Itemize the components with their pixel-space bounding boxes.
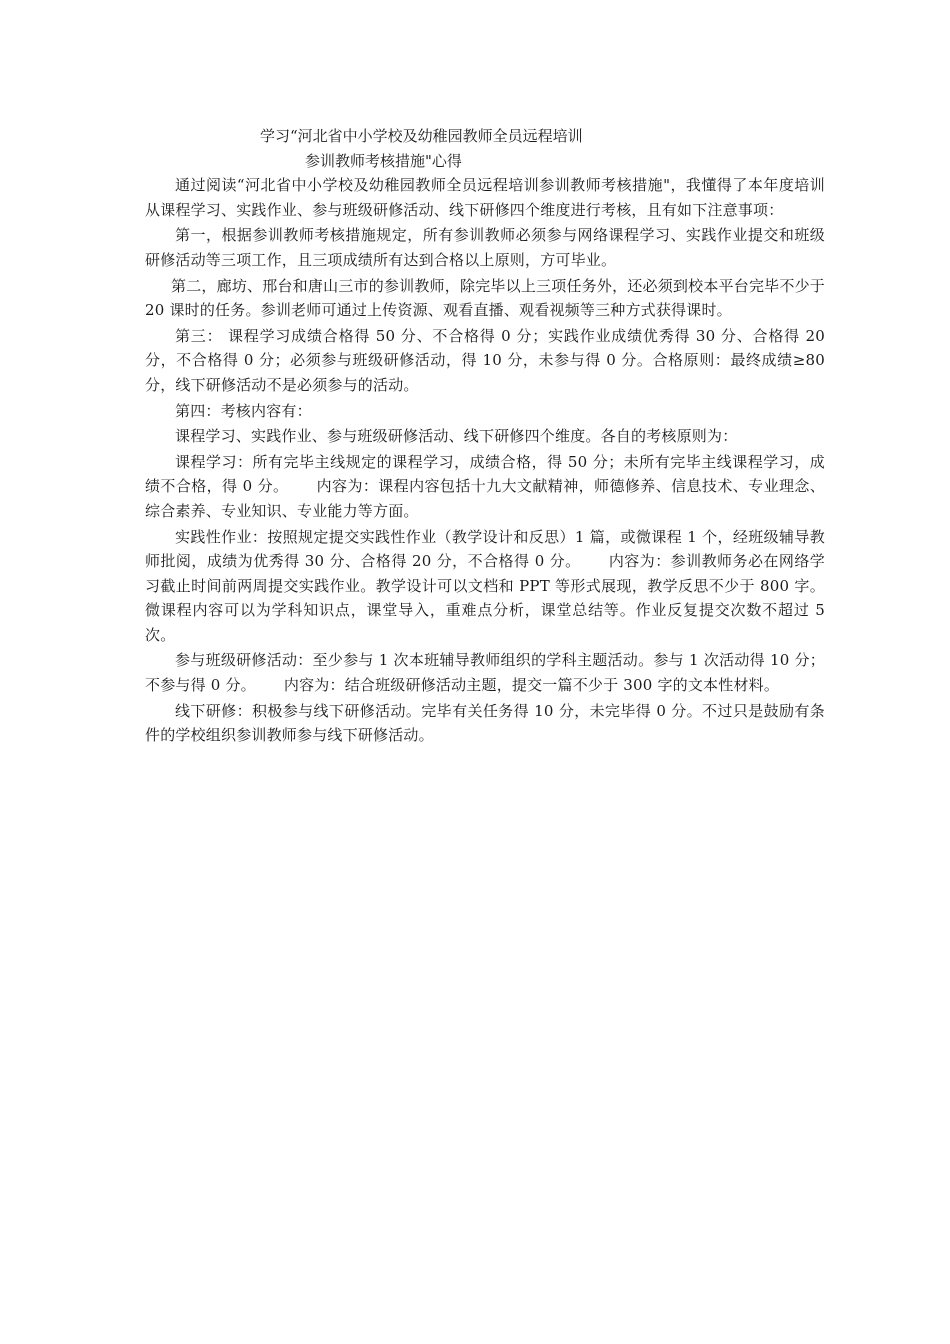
practice-content-text: 内容为：参训教师务必在网络学习截止时间前两周提交实践作业。教学设计可以文档和 PPT 等形式展现，教学反思不少于 800 字。微课程内容可以为学科知识点，课堂导入，重难点分析，课堂总结等。作业反复提交次数不超过 5 次。 — [145, 552, 825, 644]
paragraph-class — [145, 648, 825, 697]
paragraph-fourth: 第四：考核内容有： — [175, 401, 312, 420]
paragraph-second: 第二，廊坊、邢台和唐山三市的参训教师，除完毕以上三项任务外，还必须到校本平台完毕不少于 20 课时的任务。参训老师可通过上传资源、观看直播、观看视频等三种方式获得课时。 — [145, 276, 825, 320]
paragraph-course — [145, 450, 825, 524]
paragraph-practice — [145, 525, 825, 648]
paragraph-intro: 通过阅读“河北省中小学校及幼稚园教师全员远程培训参训教师考核措施"，我懂得了本年度培训从课程学习、实践作业、参与班级研修活动、线下研修四个维度进行考核，且有如下注意事项： — [145, 176, 825, 219]
document-title-line-2: 参训教师考核措施"心得 — [305, 151, 462, 170]
document-body — [145, 124, 825, 749]
course-content-text: 内容为：课程内容包括十九大文献精神，师德修养、信息技术、专业理念、综合素养、专业知识、专业能力等方面。 — [145, 477, 826, 520]
paragraph-offline: 线下研修：积极参与线下研修活动。完毕有关任务得 10 分，未完毕得 0 分。不过只是鼓励有条件的学校组织参训教师参与线下研修活动。 — [145, 701, 825, 745]
class-rule-text: 参与班级研修活动：至少参与 1 次本班辅导教师组织的学科主题活动。参与 1 次活动得 10 分；不参与得 0 分。 — [145, 651, 825, 695]
class-content-text: 内容为：结合班级研修活动主题，提交一篇不少于 300 字的文本性材料。 — [283, 676, 780, 695]
paragraph-third: 第三： 课程学习成绩合格得 50 分、不合格得 0 分；实践作业成绩优秀得 30 分、合格得 20 分，不合格得 0 分；必须参与班级研修活动，得 10 分，未参与得 0 分。合格原则：最终成绩≥80 分，线下研修活动不是必须参与的活动。 — [145, 326, 825, 394]
document-title-line-1: 学习“河北省中小学校及幼稚园教师全员远程培训 — [260, 127, 583, 145]
paragraph-first: 第一，根据参训教师考核措施规定，所有参训教师必须参与网络课程学习、实践作业提交和班级研修活动等三项工作，且三项成绩所有达到合格以上原则，方可毕业。 — [145, 226, 825, 269]
paragraph-dimensions: 课程学习、实践作业、参与班级研修活动、线下研修四个维度。各自的考核原则为： — [175, 427, 738, 446]
practice-rule-text: 实践性作业：按照规定提交实践性作业（教学设计和反思）1 篇，或微课程 1 个，经班级辅导教师批阅，成绩为优秀得 30 分、合格得 20 分，不合格得 0 分。 — [145, 527, 825, 571]
course-rule-text: 课程学习：所有完毕主线规定的课程学习，成绩合格，得 50 分；未所有完毕主线课程学习，成绩不合格，得 0 分。 — [145, 452, 825, 496]
